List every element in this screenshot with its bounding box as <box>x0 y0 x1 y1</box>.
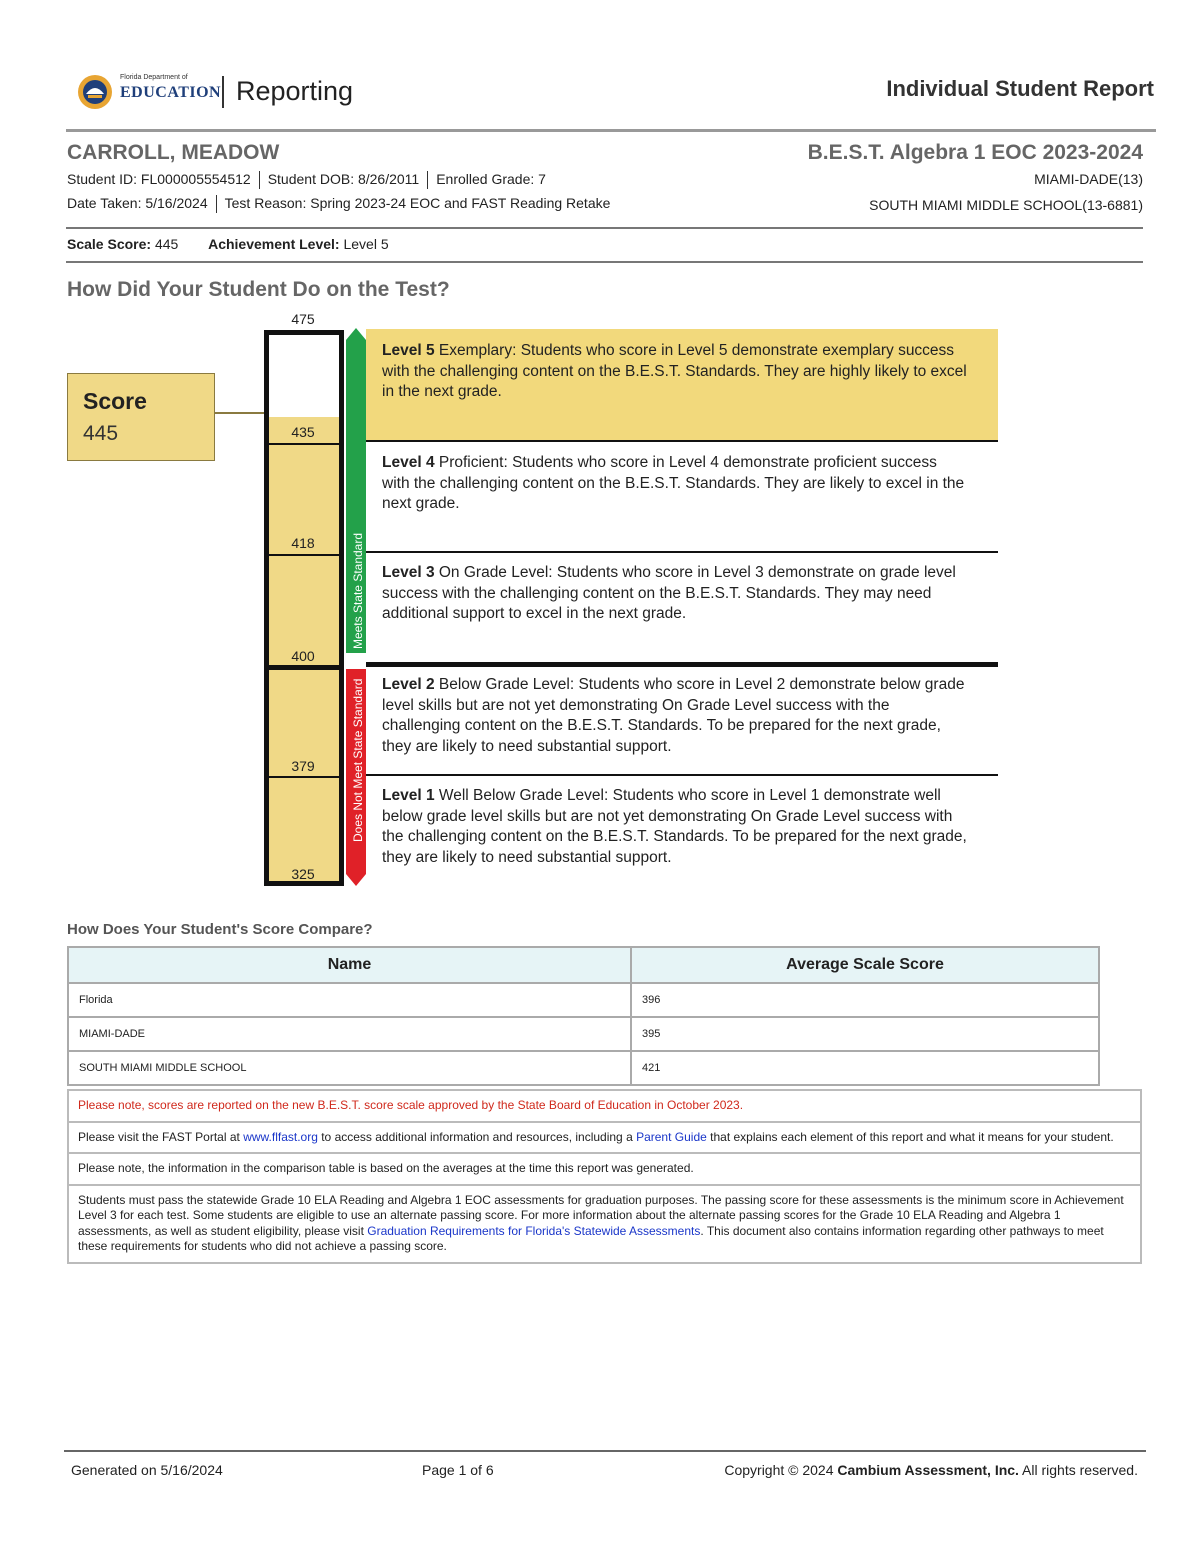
tick-435: 435 <box>291 424 315 440</box>
level-name: Level 1 <box>382 787 435 804</box>
test-name: B.E.S.T. Algebra 1 EOC 2023-2024 <box>807 141 1143 164</box>
achievement-label: Achievement Level: <box>208 236 340 252</box>
score-box-value: 445 <box>83 422 119 445</box>
copyright-text: All rights reserved. <box>1018 1462 1138 1478</box>
achievement-value: Level 5 <box>343 236 389 252</box>
school: SOUTH MIAMI MIDDLE SCHOOL(13-6881) <box>869 197 1143 213</box>
header-separator <box>222 76 224 108</box>
scale-divider <box>269 443 339 445</box>
row-name: Florida <box>68 983 631 1017</box>
meets-standard-label: Meets State Standard <box>351 532 365 650</box>
score-box-label: Score <box>83 388 147 414</box>
tick-475: 475 <box>291 311 315 327</box>
level-name: Level 4 <box>382 454 435 471</box>
scale-bar <box>264 330 344 886</box>
scale-divider <box>269 554 339 556</box>
row-average: 395 <box>631 1017 1099 1051</box>
scale-score-value: 445 <box>154 236 179 252</box>
report-title: Individual Student Report <box>886 76 1154 101</box>
scale-divider <box>269 776 339 778</box>
note-score-scale: Please note, scores are reported on the new B.E.S.T. score scale approved by the State Board of Education in October 2023. <box>69 1091 1140 1123</box>
level-3-description <box>366 551 998 662</box>
tick-400: 400 <box>291 648 315 664</box>
not-meets-standard-label: Does Not Meet State Standard <box>351 678 365 842</box>
column-header-name: Name <box>68 947 631 983</box>
level-text: On Grade Level: Students who score in Level 3 demonstrate on grade level success with the challenging content on the B.E.S.T. Standards. They may need additional support to excel in the next grade. <box>382 564 956 622</box>
note-comparison: Please note, the information in the comparison table is based on the averages at the time this report was generated. <box>69 1154 1140 1186</box>
scale-score-label: Scale Score: <box>67 236 152 252</box>
parent-guide-link[interactable]: Parent Guide <box>636 1129 707 1144</box>
tick-325: 325 <box>291 866 315 882</box>
table-row <box>68 1051 1099 1085</box>
note-text: Please visit the FAST Portal at <box>78 1129 244 1144</box>
level-2-description <box>366 663 998 774</box>
flfast-link[interactable]: www.flfast.org <box>243 1129 318 1144</box>
level-name: Level 3 <box>382 564 435 581</box>
tick-418: 418 <box>291 535 315 551</box>
graduation-requirements-link[interactable]: Graduation Requirements for Florida's Statewide Assessments <box>367 1223 701 1238</box>
student-info-line-2 <box>67 195 610 213</box>
footer-rule <box>64 1450 1146 1452</box>
score-connector <box>215 412 265 414</box>
level-1-description <box>366 774 998 885</box>
level-text: Exemplary: Students who score in Level 5 demonstrate exemplary success with the challenging content on the B.E.S.T. Standards. They are highly likely to excel in the next grade. <box>382 342 967 400</box>
district: MIAMI-DADE(13) <box>1034 171 1143 187</box>
scale-divider-standard <box>269 665 339 670</box>
summary-rule <box>66 261 1143 263</box>
note-text: . This document also contains information regarding other pathways to meet these requirements for students who did not achieve a passing score. <box>78 1223 1104 1253</box>
student-info-line-1 <box>67 171 546 189</box>
logo-text-top: Florida Department of <box>120 74 188 81</box>
level-text: Proficient: Students who score in Level 4 demonstrate proficient success with the challenging content on the B.E.S.T. Standards. They are likely to excel in the next grade. <box>382 454 965 512</box>
level-name: Level 2 <box>382 676 435 693</box>
score-box <box>67 373 215 461</box>
copyright-text: Copyright © 2024 <box>724 1462 838 1478</box>
tick-379: 379 <box>291 758 315 774</box>
level-text: Below Grade Level: Students who score in Level 2 demonstrate below grade level skills but are not yet demonstrating On Grade Level success with the challenging content on the B.E.S.T. Standards. To be prepared for the next grade, they are likely to need substantial support. <box>382 676 965 755</box>
note-fast-portal <box>69 1123 1140 1155</box>
score-summary <box>67 236 389 252</box>
footer-page: Page 1 of 6 <box>422 1462 494 1478</box>
student-dob: Student DOB: 8/26/2011 <box>267 171 420 187</box>
table-header-row <box>68 947 1099 983</box>
row-average: 421 <box>631 1051 1099 1085</box>
section-title: How Did Your Student Do on the Test? <box>67 278 450 301</box>
level-text: Well Below Grade Level: Students who score in Level 1 demonstrate well below grade level skills but are not yet demonstrating On Grade Level success with the challenging content on the B.E.S.T. Standards. To be prepared for the next grade, they are likely to need substantial support. <box>382 787 967 866</box>
compare-title: How Does Your Student's Score Compare? <box>67 921 373 938</box>
info-rule <box>66 227 1143 229</box>
header-rule <box>66 129 1156 132</box>
row-average: 396 <box>631 983 1099 1017</box>
table-row <box>68 983 1099 1017</box>
level-4-description <box>366 441 998 552</box>
notes-box <box>67 1089 1142 1264</box>
level-5-description <box>366 329 998 440</box>
level-name: Level 5 <box>382 342 435 359</box>
table-row <box>68 1017 1099 1051</box>
column-header-average: Average Scale Score <box>631 947 1099 983</box>
note-text: Students must pass the statewide Grade 10 ELA Reading and Algebra 1 EOC assessments for graduation purposes. The passing score for these assessments is the minimum score in Achievement Level 3 for each test. Some students are eligible to use an alternate passing score. For more information about the alternate passing scores for the Grade 10 ELA Reading and Algebra 1 assessments, as well as student eligibility, please visit <box>78 1192 1124 1238</box>
date-taken: Date Taken: 5/16/2024 <box>67 195 208 211</box>
fldoe-logo <box>78 72 222 112</box>
student-id: Student ID: FL000005554512 <box>67 171 251 187</box>
note-text: that explains each element of this report and what it means for your student. <box>706 1129 1114 1144</box>
test-reason: Test Reason: Spring 2023-24 EOC and FAST Reading Retake <box>224 195 611 211</box>
note-graduation <box>69 1186 1140 1262</box>
note-text: to access additional information and resources, including a <box>317 1129 637 1144</box>
footer-copyright <box>724 1462 1138 1478</box>
footer-generated: Generated on 5/16/2024 <box>71 1462 223 1478</box>
row-name: MIAMI-DADE <box>68 1017 631 1051</box>
logo-text: EDUCATION <box>120 84 222 101</box>
enrolled-grade: Enrolled Grade: 7 <box>436 171 546 187</box>
compare-table <box>67 946 1100 1086</box>
app-title: Reporting <box>236 76 354 106</box>
copyright-company: Cambium Assessment, Inc. <box>837 1462 1019 1478</box>
row-name: SOUTH MIAMI MIDDLE SCHOOL <box>68 1051 631 1085</box>
student-name: CARROLL, MEADOW <box>67 141 280 164</box>
